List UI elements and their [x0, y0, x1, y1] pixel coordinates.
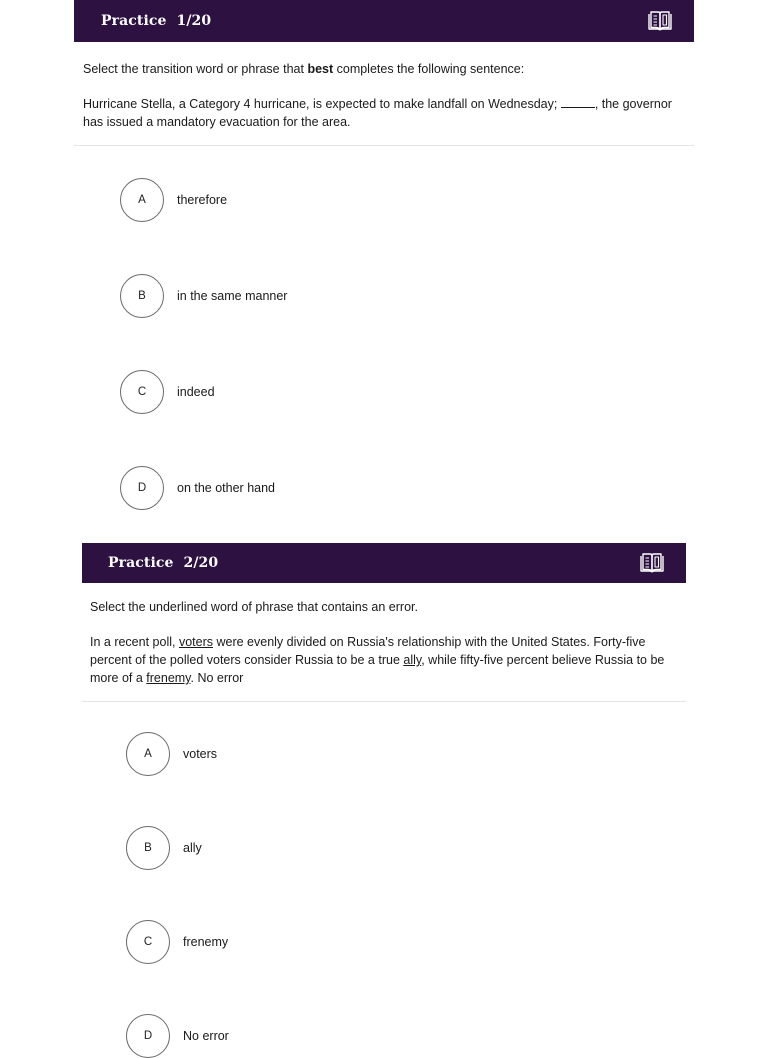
underlined-phrase: frenemy [146, 671, 191, 685]
instruction-text [83, 60, 685, 78]
practice-label: Practice [108, 555, 174, 571]
underlined-phrase: ally [403, 653, 422, 667]
question-card-2 [82, 543, 686, 702]
question-body [74, 42, 694, 131]
choice-letter: C [126, 920, 170, 964]
choice-b[interactable] [126, 826, 202, 870]
choice-letter: A [120, 178, 164, 222]
choice-d[interactable] [126, 1014, 229, 1058]
question-body [82, 583, 686, 687]
choice-label: indeed [177, 385, 215, 399]
progress-counter: 2/20 [183, 555, 219, 571]
choice-letter: D [120, 466, 164, 510]
question-text-segment: , while fifty-five percent believe Russia to be more of a [90, 653, 665, 685]
instruction-bold: best [307, 62, 334, 76]
choice-d[interactable] [120, 466, 275, 510]
question-card-1 [74, 0, 694, 146]
choice-label: ally [183, 841, 202, 855]
practice-label: Practice [101, 13, 167, 29]
question-text [83, 95, 677, 131]
question-text-segment: were evenly divided on Russia's relationship with the United States. Forty-five percent of the polled voters consider Russia to be a true [90, 635, 646, 667]
choice-label: on the other hand [177, 481, 275, 495]
question-text [90, 633, 680, 687]
question-text-segment: Hurricane Stella, a Category 4 hurricane, is expected to make landfall on Wednesday; [83, 97, 561, 111]
progress-counter: 1/20 [176, 13, 212, 29]
instruction-text: Select the underlined word of phrase that contains an error. [90, 600, 418, 614]
question-text-segment: In a recent poll, [90, 635, 179, 649]
card-header [74, 0, 694, 42]
question-text-segment: . No error [190, 671, 244, 685]
divider [82, 701, 686, 702]
choice-c[interactable] [126, 920, 228, 964]
answer-blank [561, 97, 595, 108]
choice-label: voters [183, 747, 218, 761]
choice-label: in the same manner [177, 289, 288, 303]
instruction-post: completes the following sentence: [333, 62, 525, 76]
choice-a[interactable] [120, 178, 227, 222]
choice-label: frenemy [183, 935, 229, 949]
choice-a[interactable] [126, 732, 217, 776]
choice-label: No error [183, 1029, 229, 1043]
book-icon[interactable] [638, 551, 666, 575]
choice-c[interactable] [120, 370, 215, 414]
choice-letter: D [126, 1014, 170, 1058]
choice-letter: C [120, 370, 164, 414]
underlined-phrase: voters [178, 635, 213, 649]
choice-b[interactable] [120, 274, 287, 318]
question-text-segment: , the governor has issued a mandatory evacuation for the area. [83, 97, 672, 129]
page-title [101, 13, 211, 29]
instruction-pre: Select the transition word or phrase that [83, 62, 308, 76]
divider [74, 145, 694, 146]
page-title [108, 555, 218, 571]
choice-letter: B [126, 826, 170, 870]
choice-letter: B [120, 274, 164, 318]
choice-letter: A [126, 732, 170, 776]
card-header [82, 543, 686, 583]
book-icon[interactable] [646, 9, 674, 33]
choice-label: therefore [177, 193, 228, 207]
